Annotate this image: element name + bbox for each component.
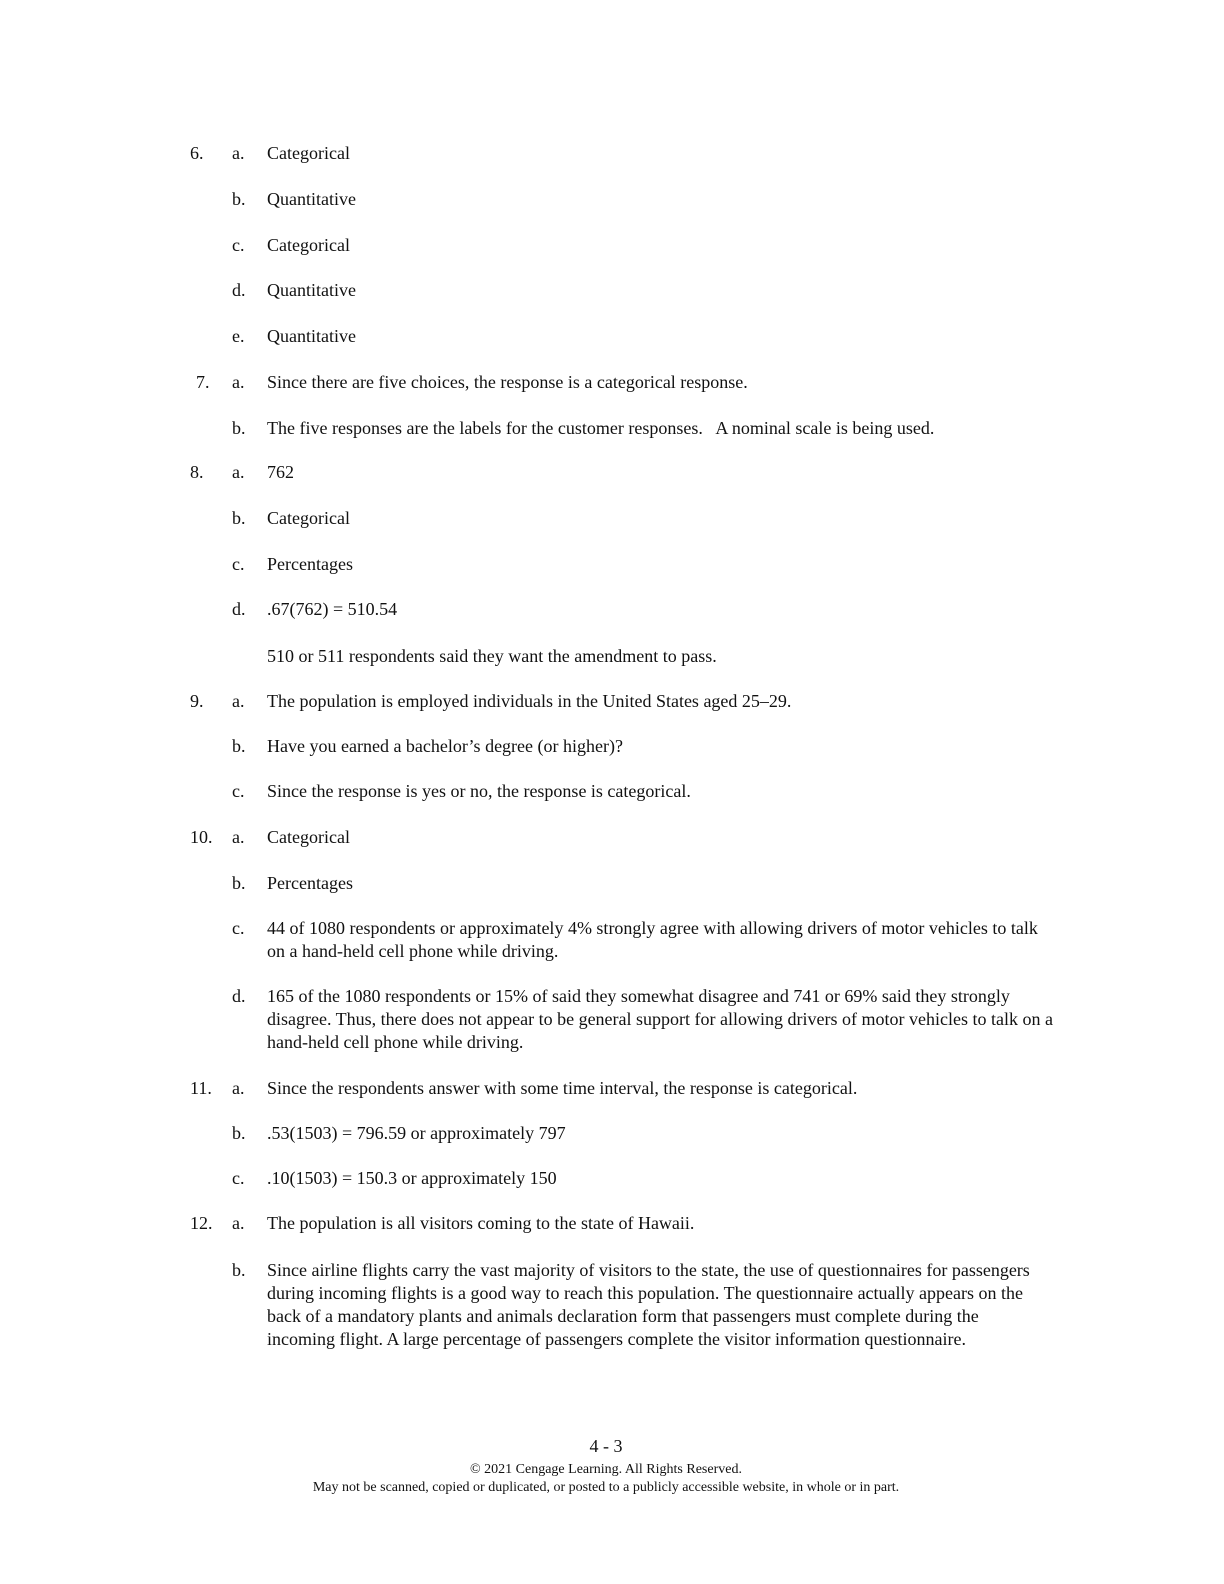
part-letter: c.: [232, 235, 245, 255]
answer-text: Have you earned a bachelor’s degree (or higher)?: [267, 736, 623, 756]
part-letter: b.: [232, 1123, 246, 1143]
answer-text: Percentages: [267, 873, 353, 893]
usage-notice: May not be scanned, copied or duplicated, or posted to a publicly accessible website, in whole or in part.: [312, 1480, 900, 1495]
part-letter: a.: [232, 827, 245, 847]
answer-text: .10(1503) = 150.3 or approximately 150: [267, 1168, 557, 1188]
part-letter: b.: [232, 736, 246, 756]
part-letter: a.: [232, 372, 245, 392]
answer-text: Quantitative: [267, 189, 356, 209]
answer-text: 510 or 511 respondents said they want the amendment to pass.: [267, 646, 717, 666]
part-letter: a.: [232, 691, 245, 711]
answer-text: Categorical: [267, 235, 350, 255]
question-number: 6.: [190, 143, 204, 163]
part-letter: c.: [232, 1168, 245, 1188]
part-letter: c.: [232, 918, 245, 938]
answer-text: Quantitative: [267, 280, 356, 300]
part-letter: a.: [232, 143, 245, 163]
answer-text: Since the response is yes or no, the response is categorical.: [267, 781, 691, 801]
answer-text: .53(1503) = 796.59 or approximately 797: [267, 1123, 566, 1143]
part-letter: b.: [232, 189, 246, 209]
answer-text: Since there are five choices, the response is a categorical response.: [267, 372, 748, 392]
part-letter: e.: [232, 326, 245, 346]
part-letter: c.: [232, 554, 245, 574]
answer-text: The five responses are the labels for the customer responses. A nominal scale is being used.: [267, 418, 935, 438]
part-letter: d.: [232, 599, 246, 619]
copyright-line: © 2021 Cengage Learning. All Rights Reserved.: [470, 1462, 742, 1477]
question-number: 12.: [190, 1213, 213, 1233]
answer-text: 44 of 1080 respondents or approximately 4% strongly agree with allowing drivers of motor vehicles to talk on a hand-held cell phone while driving.: [267, 918, 1038, 961]
answer-text: Since airline flights carry the vast majority of visitors to the state, the use of questionnaires for passengers during incoming flights is a good way to reach this population. The questionnaire actually appears on the back of a mandatory plants and animals declaration form that passengers must complete during the incoming flight. A large percentage of passengers complete the visitor information questionnaire.: [267, 1260, 1030, 1349]
answer-text: Categorical: [267, 143, 350, 163]
part-letter: a.: [232, 1213, 245, 1233]
answer-text: The population is employed individuals in the United States aged 25–29.: [267, 691, 792, 711]
part-letter: a.: [232, 1078, 245, 1098]
part-letter: d.: [232, 986, 246, 1006]
answer-text: Percentages: [267, 554, 353, 574]
page-number: 4 - 3: [589, 1436, 623, 1456]
part-letter: b.: [232, 1260, 246, 1280]
answer-text: Categorical: [267, 508, 350, 528]
part-letter: b.: [232, 418, 246, 438]
part-letter: d.: [232, 280, 246, 300]
question-number: 7.: [196, 372, 210, 392]
answer-text: 762: [267, 462, 294, 482]
question-number: 11.: [190, 1078, 212, 1098]
part-letter: b.: [232, 873, 246, 893]
answer-text: 165 of the 1080 respondents or 15% of said they somewhat disagree and 741 or 69% said they strongly disagree. Thus, there does not appear to be general support for allowing drivers of motor vehicles to talk on a hand-held cell phone while driving.: [267, 986, 1053, 1052]
answer-text: Quantitative: [267, 326, 356, 346]
question-number: 10.: [190, 827, 213, 847]
answer-text: Categorical: [267, 827, 350, 847]
answer-text: Since the respondents answer with some time interval, the response is categorical.: [267, 1078, 858, 1098]
part-letter: a.: [232, 462, 245, 482]
question-number: 8.: [190, 462, 204, 482]
part-letter: b.: [232, 508, 246, 528]
question-number: 9.: [190, 691, 204, 711]
answer-text: The population is all visitors coming to the state of Hawaii.: [267, 1213, 695, 1233]
answer-text: .67(762) = 510.54: [267, 599, 398, 619]
part-letter: c.: [232, 781, 245, 801]
